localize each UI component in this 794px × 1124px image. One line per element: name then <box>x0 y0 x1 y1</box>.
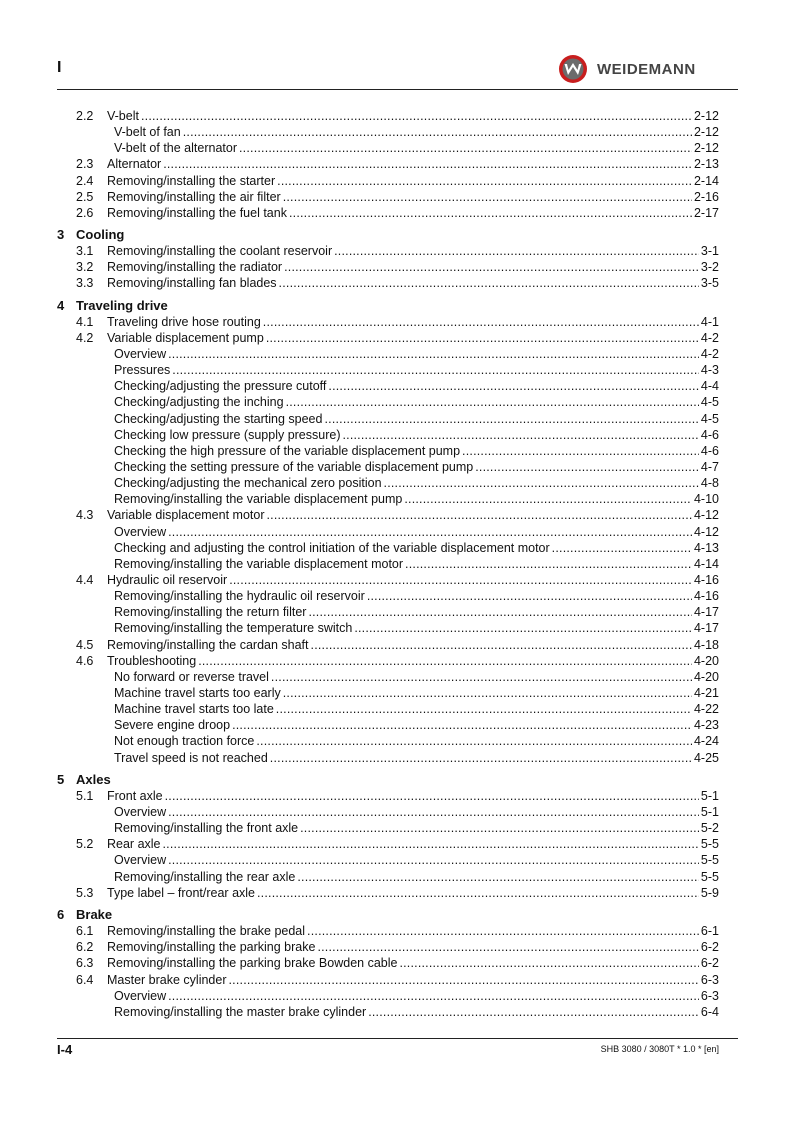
dot-leader <box>311 637 692 653</box>
dot-leader <box>183 124 692 140</box>
entry-title: Checking the high pressure of the variable displacement pump <box>114 443 461 458</box>
footer-divider <box>57 1038 738 1039</box>
chapter-number: 3 <box>57 227 65 243</box>
toc-subentry[interactable] <box>57 620 719 636</box>
entry-page: 4-18 <box>693 637 719 652</box>
entry-number: 4.1 <box>76 314 94 329</box>
entry-title: Removing/installing the brake pedal <box>107 924 306 939</box>
dot-leader <box>368 1004 699 1020</box>
entry-number: 5.2 <box>76 837 94 852</box>
toc-subentry[interactable] <box>57 685 719 701</box>
chapter-title: Traveling drive <box>76 297 168 313</box>
entry-title: Removing/installing the hydraulic oil reservoir <box>114 589 365 604</box>
entry-page: 4-17 <box>693 621 719 636</box>
toc-entry[interactable] <box>57 173 719 189</box>
dot-leader <box>168 804 699 820</box>
entry-title: Machine travel starts too early <box>114 686 281 701</box>
header-divider <box>57 89 738 90</box>
entry-page: 4-6 <box>700 427 719 442</box>
entry-number: 6.1 <box>76 924 94 939</box>
entry-page: 4-3 <box>700 363 719 378</box>
dot-leader <box>283 189 692 205</box>
toc-subentry[interactable] <box>57 588 719 604</box>
chapter-title: Axles <box>76 771 111 787</box>
dot-leader <box>317 939 698 955</box>
dot-leader <box>307 923 699 939</box>
entry-title: Checking/adjusting the starting speed <box>114 411 323 426</box>
dot-leader <box>286 394 699 410</box>
toc-subentry[interactable] <box>57 459 719 475</box>
entry-page: 4-12 <box>693 524 719 539</box>
dot-leader <box>266 330 699 346</box>
brand-logo <box>558 54 696 84</box>
entry-title: Removing/installing the starter <box>107 173 276 188</box>
dot-leader <box>277 173 692 189</box>
toc-subentry[interactable] <box>57 988 719 1004</box>
toc-subentry[interactable] <box>57 362 719 378</box>
toc-subentry[interactable] <box>57 427 719 443</box>
entry-title: Severe engine droop <box>114 718 231 733</box>
toc-subentry[interactable] <box>57 750 719 766</box>
entry-number: 5.1 <box>76 788 94 803</box>
entry-number: 4.3 <box>76 508 94 523</box>
dot-leader <box>163 156 692 172</box>
entry-number: 4.4 <box>76 573 94 588</box>
entry-page: 4-23 <box>693 718 719 733</box>
toc-subentry[interactable] <box>57 701 719 717</box>
document-id: SHB 3080 / 3080T * 1.0 * [en] <box>600 1044 719 1054</box>
toc-subentry[interactable] <box>57 604 719 620</box>
toc-subentry[interactable] <box>57 140 719 156</box>
dot-leader <box>229 572 692 588</box>
weidemann-logo-icon <box>558 54 588 84</box>
dot-leader <box>257 885 699 901</box>
chapter-title: Brake <box>76 907 113 923</box>
toc-subentry[interactable] <box>57 394 719 410</box>
page-number: I-4 <box>57 1042 73 1057</box>
entry-title: Removing/installing the rear axle <box>114 869 296 884</box>
dot-leader <box>342 427 698 443</box>
toc-chapter <box>57 226 719 243</box>
dot-leader <box>168 524 692 540</box>
entry-title: Checking and adjusting the control initiation of the variable displacement motor <box>114 540 550 555</box>
entry-title: Checking/adjusting the inching <box>114 395 284 410</box>
toc-entry[interactable] <box>57 637 719 653</box>
toc-subentry[interactable] <box>57 717 719 733</box>
entry-title: Travel speed is not reached <box>114 750 268 765</box>
dot-leader <box>229 972 699 988</box>
entry-title: Alternator <box>107 157 162 172</box>
toc-entry[interactable] <box>57 507 719 523</box>
entry-page: 4-8 <box>700 476 719 491</box>
dot-leader <box>462 443 699 459</box>
toc-subentry[interactable] <box>57 540 719 556</box>
entry-page: 3-1 <box>700 244 719 259</box>
entry-page: 4-6 <box>700 443 719 458</box>
dot-leader <box>283 685 692 701</box>
toc-entry[interactable] <box>57 939 719 955</box>
entry-number: 5.3 <box>76 885 94 900</box>
dot-leader <box>552 540 692 556</box>
entry-page: 3-5 <box>700 276 719 291</box>
toc-subentry[interactable] <box>57 491 719 507</box>
entry-number: 4.6 <box>76 653 94 668</box>
toc-entry[interactable] <box>57 189 719 205</box>
entry-page: 4-5 <box>700 411 719 426</box>
entry-page: 4-1 <box>700 314 719 329</box>
entry-title: Traveling drive hose routing <box>107 314 261 329</box>
toc-entry[interactable] <box>57 572 719 588</box>
dot-leader <box>334 243 699 259</box>
entry-page: 2-12 <box>693 141 719 156</box>
toc-subentry[interactable] <box>57 124 719 140</box>
entry-page: 4-4 <box>700 379 719 394</box>
dot-leader <box>165 788 699 804</box>
chapter-title: Cooling <box>76 227 125 243</box>
entry-title: Rear axle <box>107 837 161 852</box>
dot-leader <box>168 988 699 1004</box>
toc-entry[interactable] <box>57 955 719 971</box>
entry-page: 2-12 <box>693 125 719 140</box>
section-letter: I <box>57 59 62 76</box>
entry-page: 4-16 <box>693 589 719 604</box>
dot-leader <box>198 653 692 669</box>
table-of-contents <box>57 108 719 1020</box>
entry-page: 4-2 <box>700 330 719 345</box>
chapter-number: 5 <box>57 771 65 787</box>
entry-title: Removing/installing fan blades <box>107 276 277 291</box>
entry-number: 2.6 <box>76 205 94 220</box>
toc-subentry[interactable] <box>57 475 719 491</box>
entry-page: 4-2 <box>700 347 719 362</box>
dot-leader <box>289 205 692 221</box>
toc-chapter <box>57 297 719 314</box>
dot-leader <box>279 275 699 291</box>
entry-title: Overview <box>114 988 167 1003</box>
entry-page: 4-16 <box>693 573 719 588</box>
toc-entry[interactable] <box>57 259 719 275</box>
entry-page: 4-10 <box>693 492 719 507</box>
entry-title: Checking low pressure (supply pressure) <box>114 427 341 442</box>
dot-leader <box>263 314 699 330</box>
entry-title: Overview <box>114 805 167 820</box>
dot-leader <box>239 140 692 156</box>
entry-title: Removing/installing the temperature switch <box>114 621 353 636</box>
entry-page: 4-17 <box>693 605 719 620</box>
dot-leader <box>475 459 699 475</box>
entry-page: 4-14 <box>693 556 719 571</box>
toc-entry[interactable] <box>57 108 719 124</box>
dot-leader <box>405 556 692 572</box>
toc-subentry[interactable] <box>57 443 719 459</box>
dot-leader <box>300 820 699 836</box>
brand-name: WEIDEMANN <box>597 60 696 78</box>
entry-title: Checking the setting pressure of the variable displacement pump <box>114 460 474 475</box>
entry-number: 3.1 <box>76 244 94 259</box>
chapter-number: 4 <box>57 297 65 313</box>
toc-entry[interactable] <box>57 275 719 291</box>
entry-page: 2-17 <box>693 205 719 220</box>
entry-page: 4-21 <box>693 686 719 701</box>
entry-title: Removing/installing the master brake cylinder <box>114 1004 367 1019</box>
toc-subentry[interactable] <box>57 556 719 572</box>
entry-page: 5-9 <box>700 885 719 900</box>
entry-title: Removing/installing the variable displacement motor <box>114 556 404 571</box>
entry-title: Removing/installing the parking brake Bowden cable <box>107 956 398 971</box>
entry-page: 6-4 <box>700 1004 719 1019</box>
dot-leader <box>141 108 692 124</box>
dot-leader <box>308 604 692 620</box>
dot-leader <box>266 507 691 523</box>
toc-subentry[interactable] <box>57 820 719 836</box>
dot-leader <box>324 411 698 427</box>
dot-leader <box>172 362 699 378</box>
entry-page: 5-5 <box>700 869 719 884</box>
entry-title: V-belt <box>107 109 139 123</box>
entry-title: Troubleshooting <box>107 653 197 668</box>
toc-subentry[interactable] <box>57 669 719 685</box>
toc-entry[interactable] <box>57 330 719 346</box>
entry-page: 6-3 <box>700 972 719 987</box>
entry-page: 4-22 <box>693 702 719 717</box>
entry-page: 5-1 <box>700 805 719 820</box>
toc-subentry[interactable] <box>57 411 719 427</box>
entry-title: Variable displacement pump <box>107 330 264 345</box>
entry-number: 2.2 <box>76 109 94 123</box>
entry-title: No forward or reverse travel <box>114 669 269 684</box>
entry-number: 3.3 <box>76 276 94 291</box>
entry-title: Pressures <box>114 363 171 378</box>
toc-entry[interactable] <box>57 243 719 259</box>
dot-leader <box>354 620 692 636</box>
entry-page: 2-13 <box>693 157 719 172</box>
toc-entry[interactable] <box>57 836 719 852</box>
entry-title: Removing/installing the air filter <box>107 189 281 204</box>
entry-page: 2-16 <box>693 189 719 204</box>
entry-title: V-belt of the alternator <box>114 141 237 156</box>
entry-title: Hydraulic oil reservoir <box>107 573 228 588</box>
entry-title: Overview <box>114 524 167 539</box>
dot-leader <box>284 259 699 275</box>
dot-leader <box>297 869 699 885</box>
toc-entry[interactable] <box>57 314 719 330</box>
entry-title: Overview <box>114 347 167 362</box>
entry-page: 4-5 <box>700 395 719 410</box>
toc-subentry[interactable] <box>57 378 719 394</box>
dot-leader <box>328 378 699 394</box>
entry-title: Not enough traction force <box>114 734 255 749</box>
entry-title: Type label – front/rear axle <box>107 885 255 900</box>
entry-title: V-belt of fan <box>114 125 181 140</box>
entry-number: 2.5 <box>76 189 94 204</box>
toc-subentry[interactable] <box>57 804 719 820</box>
entry-title: Overview <box>114 853 167 868</box>
dot-leader <box>271 669 692 685</box>
toc-entry[interactable] <box>57 788 719 804</box>
entry-title: Removing/installing the radiator <box>107 260 283 275</box>
entry-title: Variable displacement motor <box>107 508 265 523</box>
dot-leader <box>384 475 699 491</box>
toc-chapter <box>57 771 719 788</box>
entry-page: 4-13 <box>693 540 719 555</box>
entry-number: 2.4 <box>76 173 94 188</box>
entry-title: Removing/installing the front axle <box>114 821 299 836</box>
toc-entry[interactable] <box>57 205 719 221</box>
toc-entry[interactable] <box>57 885 719 901</box>
entry-page: 4-25 <box>693 750 719 765</box>
entry-page: 2-12 <box>693 109 719 123</box>
dot-leader <box>168 346 699 362</box>
entry-number: 6.3 <box>76 956 94 971</box>
entry-title: Removing/installing the fuel tank <box>107 205 287 220</box>
toc-entry[interactable] <box>57 923 719 939</box>
entry-title: Removing/installing the variable displacement pump <box>114 492 403 507</box>
entry-title: Removing/installing the return filter <box>114 605 307 620</box>
entry-title: Removing/installing the parking brake <box>107 940 316 955</box>
entry-number: 4.2 <box>76 330 94 345</box>
dot-leader <box>256 733 692 749</box>
dot-leader <box>168 852 699 868</box>
toc-entry[interactable] <box>57 156 719 172</box>
toc-subentry[interactable] <box>57 852 719 868</box>
dot-leader <box>270 750 692 766</box>
entry-number: 2.3 <box>76 157 94 172</box>
entry-title: Removing/installing the coolant reservoir <box>107 244 333 259</box>
entry-title: Master brake cylinder <box>107 972 227 987</box>
dot-leader <box>163 836 699 852</box>
entry-page: 6-2 <box>700 956 719 971</box>
toc-subentry[interactable] <box>57 346 719 362</box>
entry-page: 4-7 <box>700 460 719 475</box>
dot-leader <box>232 717 692 733</box>
entry-page: 6-1 <box>700 924 719 939</box>
entry-page: 5-1 <box>700 788 719 803</box>
entry-page: 4-20 <box>693 669 719 684</box>
entry-page: 6-3 <box>700 988 719 1003</box>
entry-page: 5-2 <box>700 821 719 836</box>
toc-chapter <box>57 906 719 923</box>
toc-subentry[interactable] <box>57 1004 719 1020</box>
entry-page: 5-5 <box>700 837 719 852</box>
entry-number: 4.5 <box>76 637 94 652</box>
chapter-number: 6 <box>57 907 65 923</box>
entry-title: Front axle <box>107 788 163 803</box>
entry-page: 6-2 <box>700 940 719 955</box>
entry-page: 4-20 <box>693 653 719 668</box>
toc-entry[interactable] <box>57 653 719 669</box>
dot-leader <box>276 701 692 717</box>
dot-leader <box>399 955 698 971</box>
entry-page: 5-5 <box>700 853 719 868</box>
dot-leader <box>367 588 692 604</box>
entry-page: 2-14 <box>693 173 719 188</box>
toc-subentry[interactable] <box>57 869 719 885</box>
entry-page: 4-24 <box>693 734 719 749</box>
entry-number: 6.2 <box>76 940 94 955</box>
entry-title: Checking/adjusting the pressure cutoff <box>114 379 327 394</box>
toc-entry[interactable] <box>57 972 719 988</box>
entry-number: 6.4 <box>76 972 94 987</box>
entry-title: Checking/adjusting the mechanical zero position <box>114 476 382 491</box>
dot-leader <box>404 491 692 507</box>
toc-subentry[interactable] <box>57 524 719 540</box>
entry-page: 4-12 <box>693 508 719 523</box>
entry-number: 3.2 <box>76 260 94 275</box>
toc-subentry[interactable] <box>57 733 719 749</box>
entry-title: Removing/installing the cardan shaft <box>107 637 309 652</box>
entry-page: 3-2 <box>700 260 719 275</box>
entry-title: Machine travel starts too late <box>114 702 274 717</box>
